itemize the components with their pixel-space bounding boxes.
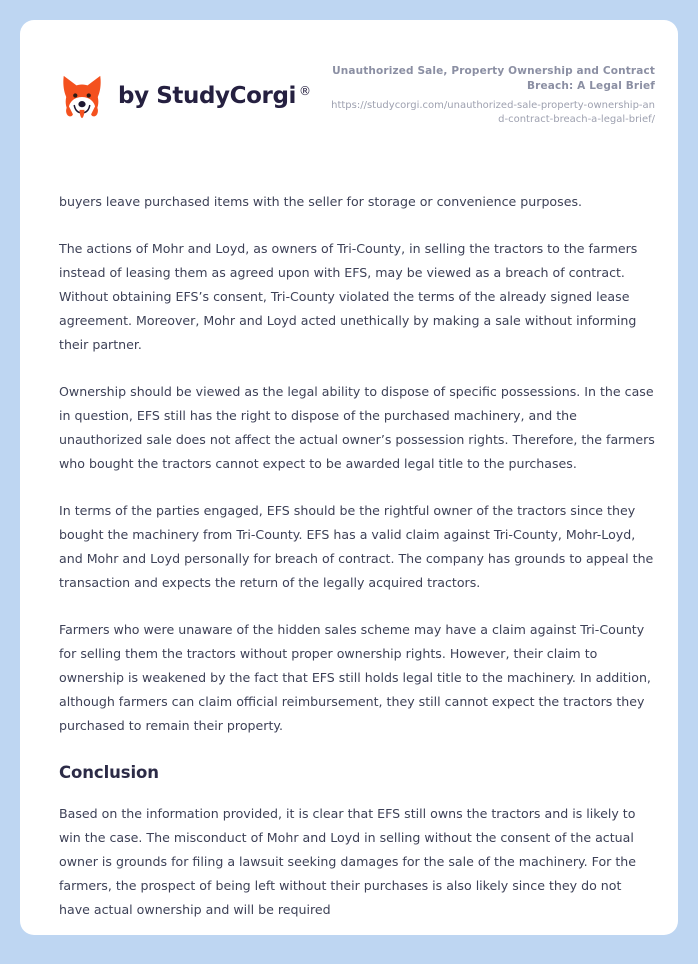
paragraph: buyers leave purchased items with the seller for storage or convenience purposes. (59, 194, 583, 209)
header-meta-block (325, 64, 655, 127)
brand-logo-block[interactable] (58, 72, 311, 120)
document-body (59, 190, 656, 935)
paragraph: In terms of the parties engaged, EFS should be the rightful owner of the tractors since they bought the machinery from Tri-County. EFS has a valid claim against Tri-County, Mohr-Loyd, and Mohr and Loyd personally for breach of contract. The company has grounds to appeal the transaction and expects the return of the legally acquired tractors. (59, 503, 654, 590)
corgi-head-icon (58, 72, 106, 120)
paragraph: The actions of Mohr and Loyd, as owners of Tri-County, in selling the tractors to the farmers instead of leasing them as agreed upon with EFS, may be viewed as a breach of contract. Without obtaining EFS’s consent, Tri-County violated the terms of the already signed lease agreement. Moreover, Mohr and Loyd acted unethically by making a sale without informing their partner. (59, 241, 638, 352)
document-url[interactable]: https://studycorgi.com/unauthorized-sale-property-ownership-and-contract-breach-a-legal-brief/ (331, 99, 655, 125)
document-header (20, 20, 678, 160)
brand-name: by StudyCorgi (118, 82, 297, 109)
section-heading-conclusion: Conclusion (59, 763, 159, 782)
document-page (20, 20, 678, 935)
paragraph: Ownership should be viewed as the legal ability to dispose of specific possessions. In the case in question, EFS still has the right to dispose of the purchased machinery, and the unauthorized sale does not affect the actual owner’s possession rights. Therefore, the farmers who bought the tractors cannot expect to be awarded legal title to the purchases. (59, 384, 655, 471)
paragraph: Based on the information provided, it is clear that EFS still owns the tractors and is likely to win the case. The misconduct of Mohr and Loyd in selling without the consent of the actual owner is grounds for filing a lawsuit seeking damages for the sale of the machinery. For the farmers, the prospect of being left without their purchases is also likely since they do not have actual ownership and will be required (59, 806, 637, 917)
document-title: Unauthorized Sale, Property Ownership and Contract Breach: A Legal Brief (332, 65, 655, 92)
brand-name-wrap (118, 82, 312, 109)
registered-trademark-icon: ® (299, 83, 312, 98)
paragraph: Farmers who were unaware of the hidden sales scheme may have a claim against Tri-County for selling them the tractors without proper ownership rights. However, their claim to ownership is weakened by the fact that EFS still holds legal title to the machinery. In addition, although farmers can claim official reimbursement, they still cannot expect the tractors they purchased to remain their property. (59, 622, 651, 733)
